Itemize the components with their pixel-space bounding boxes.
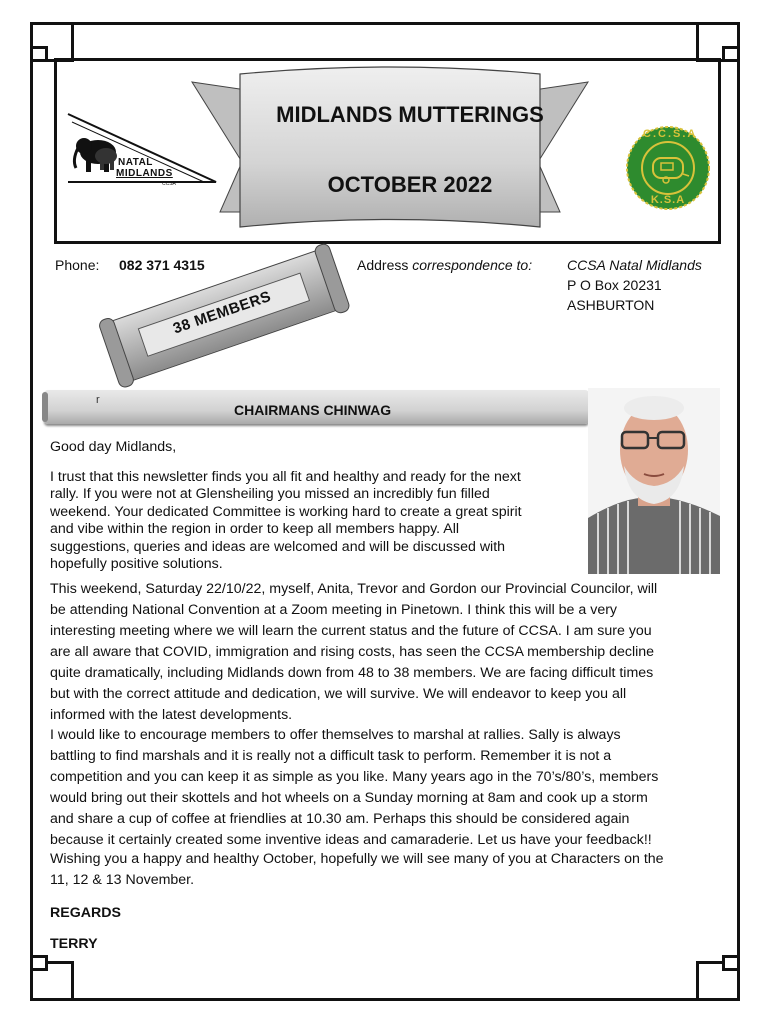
address-line-name: CCSA Natal Midlands <box>567 257 702 273</box>
corner-notch <box>722 46 740 62</box>
address-line-town: ASHBURTON <box>567 297 655 313</box>
address-label: Address correspondence to: <box>357 257 533 273</box>
masthead-ribbon <box>180 62 600 242</box>
corner-notch <box>30 955 48 971</box>
address-line-box: P O Box 20231 <box>567 277 662 293</box>
signature: TERRY <box>50 936 98 952</box>
paragraph-wishes: Wishing you a happy and healthy October, hopefully we will see many of you at Characters on the 11, 12 & 13 November. <box>50 851 664 888</box>
phone-number: 082 371 4315 <box>119 257 205 273</box>
greeting: Good day Midlands, <box>50 439 177 455</box>
phone-label: Phone: <box>55 257 100 273</box>
paragraph-convention: This weekend, Saturday 22/10/22, myself, Anita, Trevor and Gordon our Provincial Councilor, will be attending National Convention at a Zoom meeting in Pinetown. I think this will be a very interesting meeting where we will learn the current status and the future of CCSA. I am sure you are all aware that COVID, immigration and rising costs, has seen the CCSA membership decline quite dramatically, including Midlands down from 48 to 38 members. We are facing difficult times but with the correct attitude and dedication, we will survive. We will endeavor to keep you all informed with the latest developments. <box>50 581 658 723</box>
corner-notch <box>722 955 740 971</box>
elephant-icon <box>66 110 218 192</box>
signoff: REGARDS <box>50 905 121 921</box>
stray-mark: r <box>96 394 100 406</box>
newsletter-issue-date: OCTOBER 2022 <box>327 172 493 197</box>
corner-notch <box>30 46 48 62</box>
members-count: 38 MEMBERS <box>170 287 274 338</box>
section-heading: CHAIRMANS CHINWAG <box>234 402 392 418</box>
paragraph-intro: I trust that this newsletter finds you all fit and healthy and ready for the next rally. If you were not at Glensheiling you missed an incredibly fun filled weekend. Your dedicated Committee is working hard to create a great spirit and vibe within the region in order to keep all members happy. All suggestions, queries and ideas are welcomed and will be discussed with hopefully positive solutions. <box>50 469 522 573</box>
paragraph-marshals: I would like to encourage members to offer themselves to marshal at rallies. Sally is always battling to find marshals and it is really not a difficult task to perform. Remember it is not a competition and you can keep it as simple as you like. Many years ago in the 70’s/80’s, members would bring out their skottels and hot wheels on a Sunday morning at 8am and cook up a storm and share a cup of coffee at friendlies at 10.30 am. Perhaps this should be considered again because it certainly created some inventive ideas and camaraderie. Let us have your feedback!! <box>50 727 659 848</box>
newsletter-title: MIDLANDS MUTTERINGS <box>276 102 544 127</box>
chairman-portrait <box>588 388 720 574</box>
natal-midlands-logo: NATAL MIDLANDS CCSA <box>66 110 218 192</box>
ccsa-logo: C.C.S.A K.S.A <box>625 124 711 212</box>
